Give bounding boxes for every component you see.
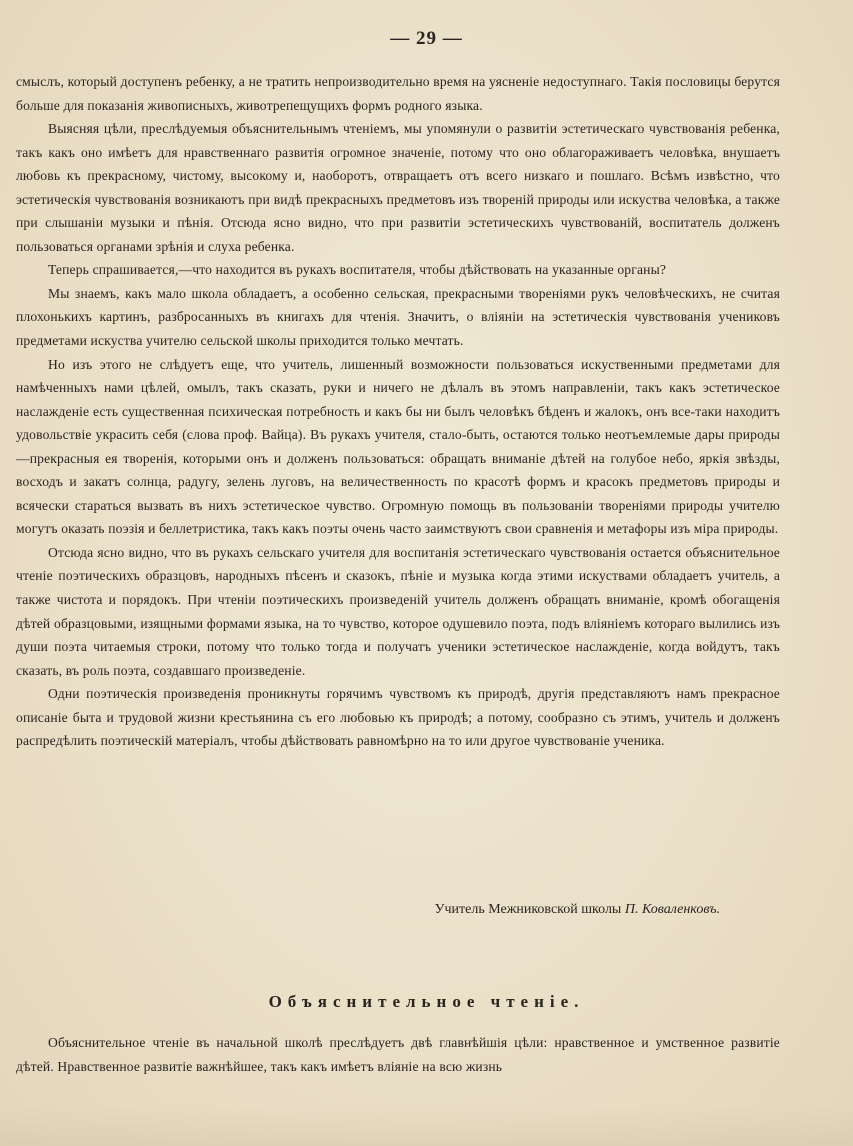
paragraph-4: Мы знаемъ, какъ мало школа обладаетъ, а особенно сельская, прекрасными твореніями рукъ человѣческихъ, не считая плохонькихъ картинъ, разбросанныхъ въ книгахъ для чтенія. Значитъ, о вліяніи на эстетическія чувствованія учениковъ предметами искуства учителю сельской школы приходится только мечтать.: [16, 285, 780, 349]
paragraph-3: Теперь спрашивается,—что находится въ рукахъ воспитателя, чтобы дѣйствовать на указанные органы?: [48, 262, 667, 278]
page-number: — 29 —: [390, 28, 463, 49]
section-heading: Объяснительное чтеніе.: [268, 992, 585, 1011]
article-body: [16, 70, 780, 753]
section-paragraph: Объяснительное чтеніе въ начальной школѣ преслѣдуетъ двѣ главнѣйшія цѣли: нравственное и умственное развитіе дѣтей. Нравственное развитіе важнѣйшее, такъ какъ имѣетъ вліяніе на всю жизнь: [16, 1035, 780, 1074]
author-signature: [0, 902, 720, 918]
paragraph-2: Выясняя цѣли, преслѣдуемыя объяснительнымъ чтеніемъ, мы упомянули о развитіи эстетическаго чувствованія ребенка, такъ какъ оно имѣетъ для нравственнаго развитія огромное значеніе, потому что оно облагораживаетъ человѣка, внушаетъ любовь къ прекрасному, чистому, высокому и, наоборотъ, отвращаетъ отъ всего низкаго и пошлаго. Всѣмъ извѣстно, что эстетическія чувствованія возникаютъ при видѣ прекрасныхъ предметовъ изъ твореній природы или искуства человѣка, а также при слышаніи музыки и пѣнія. Отсюда ясно видно, что при развитіи эстетическихъ чувствованій, воспитатель долженъ пользоваться органами зрѣнія и слуха ребенка.: [16, 121, 780, 254]
section-body: [16, 1031, 780, 1078]
signature-name: П. Коваленковъ.: [624, 902, 720, 917]
paragraph-7: Одни поэтическія произведенія проникнуты горячимъ чувствомъ къ природѣ, другія представляютъ намъ прекрасное описаніе быта и трудовой жизни крестьянина съ его любовью къ природѣ; а потому, сообразно съ этимъ, учитель и долженъ распредѣлить поэтическій матеріалъ, чтобы дѣйствовать равномѣрно на то или другое чувствованіе ученика.: [16, 686, 780, 749]
signature-prefix: Учитель Межниковской школы: [434, 902, 622, 917]
paragraph-1: смыслъ, который доступенъ ребенку, а не тратить непроизводительно время на уясненіе недоступнаго. Такія пословицы берутся больше для показанія живописныхъ, животрепещущихъ формъ родного языка.: [16, 74, 780, 113]
page-edge-shade: [0, 1106, 853, 1146]
paragraph-6: Отсюда ясно видно, что въ рукахъ сельскаго учителя для воспитанія эстетическаго чувствованія остается объяснительное чтеніе поэтическихъ образцовъ, народныхъ пѣсенъ и сказокъ, пѣніе и музыка когда этими искуствами обладаетъ учитель, а также чистота и порядокъ. При чтеніи поэтическихъ произведеній учитель долженъ обращать вниманіе, кромѣ обогащенія дѣтей образцовыми, изящными формами языка, на то чувство, которое одушевило поэта, подъ вліяніемъ котораго вылились изъ души поэта читаемыя строки, потому что только тогда и получатъ ученики эстетическое наслажденіе, когда войдутъ, такъ сказать, въ роль поэта, создавшаго произведеніе.: [16, 544, 780, 678]
paragraph-5: Но изъ этого не слѣдуетъ еще, что учитель, лишенный возможности пользоваться искуственными предметами для намѣченныхъ нами цѣлей, омылъ, такъ сказать, руки и ничего не дѣлалъ въ этомъ направленіи, такъ какъ эстетическое наслажденіе есть существенная психическая потребность и какъ бы ни былъ человѣкъ бѣденъ и жалокъ, онъ все-таки находитъ удовольствіе украсить себя (слова проф. Вайца). Въ рукахъ учителя, стало-быть, остаются только неотъемлемые дары природы—прекрасныя ея творенія, которыми онъ и долженъ пользоваться: обращать вниманіе дѣтей на голубое небо, яркія звѣзды, восходъ и закатъ солнца, радугу, зелень луговъ, на величественность по красотѣ формъ и красокъ предметовъ природы и всячески стараться вызвать въ нихъ эстетическое чувство. Огромную помощь въ пользованіи твореніями природы учителю могутъ оказать поэзія и беллетристика, такъ какъ поэты очень часто заимствуютъ свои сравненія и метафоры изъ міра природы.: [16, 356, 780, 537]
